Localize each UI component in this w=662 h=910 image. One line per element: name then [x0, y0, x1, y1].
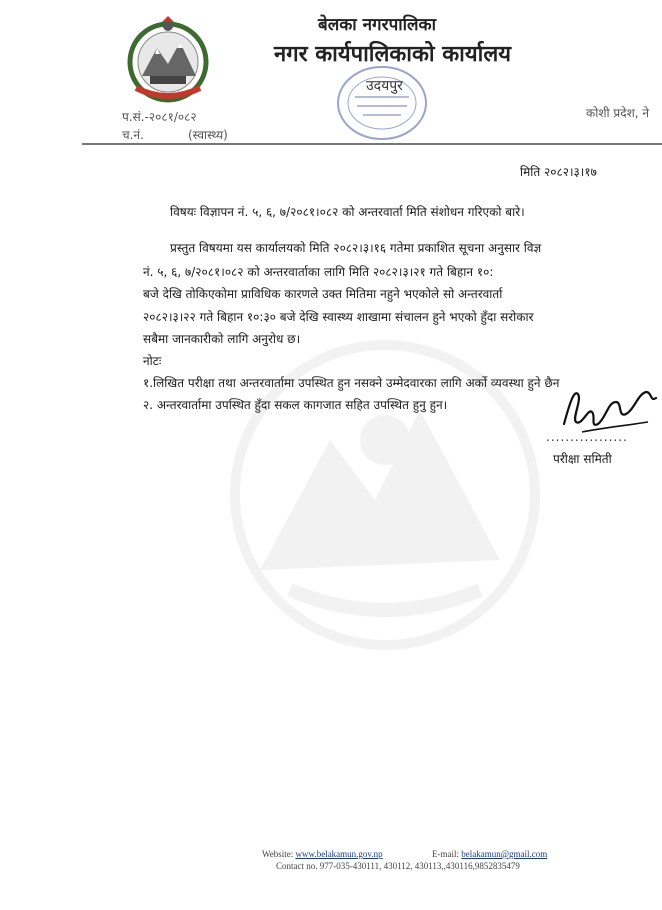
office-address: उदयपुर: [366, 78, 403, 94]
website-link[interactable]: www.belakamun.gov.np: [295, 849, 383, 859]
letter-subject: विषयः विज्ञापन नं. ५, ६, ७/२०८१।०८२ को अन्तरवार्ता मिति संशोधन गरिएको बारे।: [170, 205, 525, 219]
dispatch-number-label: च.नं.: [122, 128, 144, 142]
footer-website: [262, 849, 383, 859]
body-line: नं. ५, ६, ७/२०८१।०८२ को अन्तरवार्ताका लागि मिति २०८२।३।२१ गते बिहान १०:: [143, 265, 494, 279]
letter-date: मिति २०८२।३।१७: [520, 165, 597, 179]
body-line: प्रस्तुत विषयमा यस कार्यालयको मिति २०८२।३।१६ गतेमा प्रकाशित सूचना अनुसार विज्ञ: [170, 241, 542, 255]
municipality-name: बेलका नगरपालिका: [318, 15, 437, 35]
office-seal-stamp: [333, 62, 431, 144]
body-line: बजे देखि तोकिएकोमा प्राविधिक कारणले उक्त मितिमा नहुने भएकोले सो अन्तरवार्ता: [143, 287, 503, 301]
note-heading: नोटः: [143, 354, 162, 368]
header-divider: [82, 143, 662, 145]
note-item: २. अन्तरवार्तामा उपस्थित हुँदा सकल कागजात सहित उपस्थित हुनु हुन।: [143, 398, 448, 412]
body-line: सबैमा जानकारीको लागि अनुरोध छ।: [143, 332, 301, 346]
email-label: E-mail:: [432, 849, 459, 859]
note-item: १.लिखित परीक्षा तथा अन्तरवार्तामा उपस्थित हुन नसक्ने उम्मेदवारका लागि अर्को व्यवस्था हुने छैन: [143, 376, 560, 390]
office-name: नगर कार्यपालिकाको कार्यालय: [274, 42, 511, 67]
province-label: कोशी प्रदेश, ने: [586, 106, 650, 120]
footer-contact: Contact no. 977-035-430111, 430112, 430113,,430116,9852835479: [276, 861, 520, 871]
footer-email: [432, 849, 547, 859]
body-line: २०८२।३।२२ गते बिहान १०:३० बजे देखि स्वास्थ्य शाखामा संचालन हुने भएको हुँदा सरोकार: [143, 310, 534, 324]
website-label: Website:: [262, 849, 294, 859]
email-link[interactable]: belakamun@gmail.com: [461, 849, 548, 859]
signatory-name: परीक्षा समिती: [553, 452, 612, 466]
signature-line: .................: [546, 430, 628, 444]
letter-reference-number: प.सं.-२०८१/०८२: [122, 110, 197, 124]
nepal-government-emblem-icon: [122, 14, 214, 106]
section-label: (स्वास्थ्य): [188, 128, 228, 142]
